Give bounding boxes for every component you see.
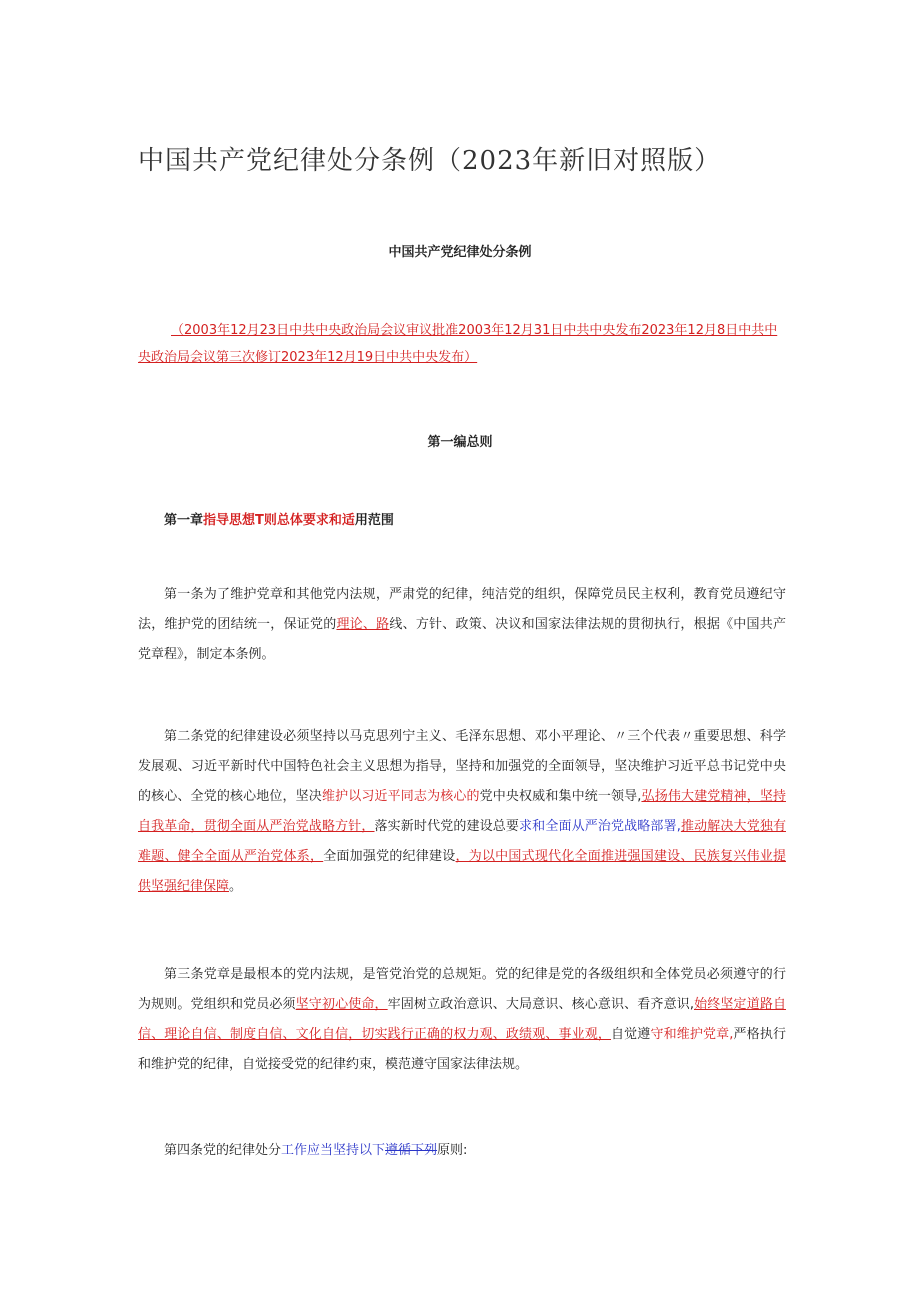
article-4	[138, 1136, 786, 1166]
article-4-added: 工作应当坚持以下	[281, 1143, 386, 1158]
article-3-insertion-b: 始终坚定道路自信、理论自信、制度自信、文化自信，切实践行正确的权力观、政绩观、事业观，	[138, 997, 786, 1042]
article-2-revised-b: 求和全面从严治党战略部署,	[519, 819, 681, 834]
article-3	[138, 960, 786, 1080]
article-3-text-end: 严格执行和维护党的纪律，自觉接受党的纪律约束，模范遵守国家法律法规。	[138, 1027, 786, 1072]
article-4-text: 第四条党的纪律处分	[164, 1143, 282, 1158]
chapter-prefix: 第一章	[164, 513, 204, 528]
article-3-revised: 守和维护党章,	[650, 1027, 734, 1042]
article-2	[138, 722, 786, 902]
article-2-revised: 维护以习近平同志为核心的	[321, 789, 480, 804]
article-2-text-c: 落实新时代党的建设总要	[374, 819, 520, 834]
article-3-text-c: 自觉遵	[611, 1027, 651, 1042]
article-4-text-end: 原则:	[437, 1143, 468, 1158]
article-1-text-end: 线、方针、政策、决议和国家法律法规的贯彻执行，根据《中国共产党章程》，制定本条例。	[138, 617, 786, 662]
regulation-subtitle: 中国共产党纪律处分条例	[388, 245, 532, 260]
article-3-text-b: 牢固树立政治意识、大局意识、核心意识、看齐意识,	[387, 997, 694, 1012]
article-2-insertion-c: ，为以中国式现代化全面推进强国建设、民族复兴伟业提供坚强纪律保障	[138, 849, 786, 894]
chapter-changed-text: 指导思想T则总体要求和适	[203, 513, 355, 528]
article-2-text: 第二条党的纪律建设必须坚持以马克思列宁主义、毛泽东思想、邓小平理论、〃三个代表〃重要思想、科学发展观、习近平新时代中国特色社会主义思想为指导，坚持和加强党的全面领导，坚决维护习近平总书记党中央的核心、全党的核心地位，坚决	[138, 729, 786, 804]
article-4-deleted: 遵循下列	[385, 1143, 438, 1158]
article-2-text-d: 全面加强党的纪律建设	[323, 849, 456, 864]
article-2-text-b: 党中央权威和集中统一领导,	[479, 789, 642, 804]
document-title: 中国共产党纪律处分条例（2023年新旧对照版）	[138, 146, 722, 176]
issuance-text: （2003年12月23日中共中央政治局会议审议批准2003年12月31日中共中央发布2023年12月8日中共中央政治局会议第三次修订2023年12月19日中共中央发布）	[138, 323, 778, 365]
article-1-insertion: 理论、路	[336, 617, 390, 632]
article-3-insertion-a: 坚守初心使命，	[295, 997, 388, 1012]
article-1-text: 第一条为了维护党章和其他党内法规，严肃党的纪律，纯洁党的组织，保障党员民主权利，教育党员遵纪守法，维护党的团结统一，保证党的	[138, 587, 786, 632]
article-3-text: 第三条党章是最根本的党内法规，是管党治党的总规矩。党的纪律是党的各级组织和全体党员必须遵守的行为规则。党组织和党员必须	[138, 967, 786, 1012]
article-2-insertion-b: 推动解决大党独有难题、健全全面从严治党体系，	[138, 819, 786, 864]
article-2-text-end: 。	[229, 879, 243, 894]
part-title: 第一编总则	[427, 435, 493, 450]
article-1	[138, 580, 786, 670]
article-2-insertion-a: 弘扬伟大建党精神，坚持自我革命，贯彻全面从严治党战略方针，	[138, 789, 786, 834]
issuance-note	[138, 317, 786, 371]
chapter-suffix: 用范围	[354, 513, 394, 528]
chapter-title	[164, 509, 394, 528]
